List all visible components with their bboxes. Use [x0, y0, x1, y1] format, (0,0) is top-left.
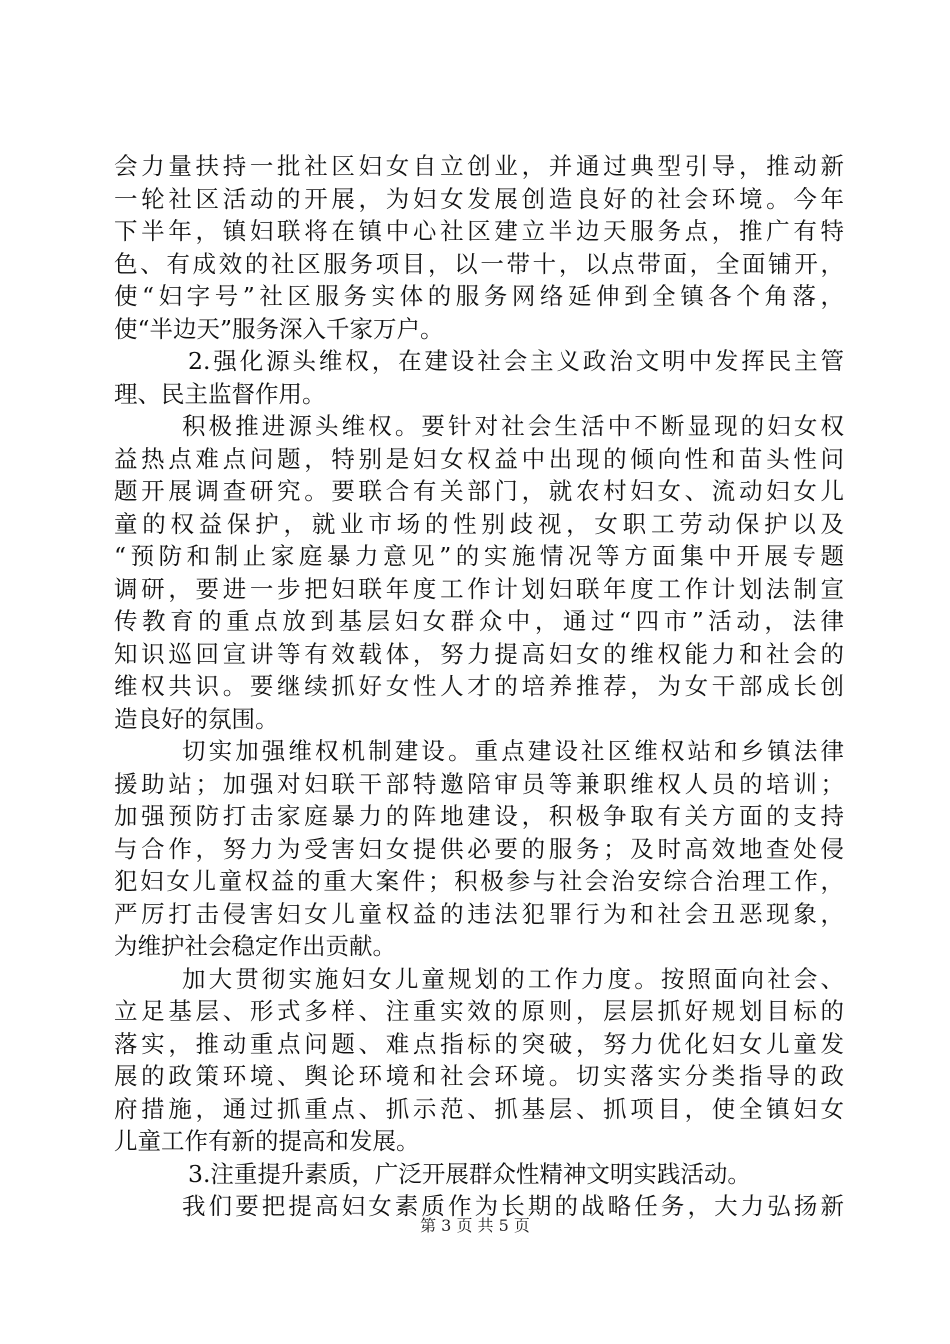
text-line: 题开展调查研究。要联合有关部门，就农村妇女、流动妇女儿	[114, 477, 844, 505]
text-line: 益热点难点问题，特别是妇女权益中出现的倾向性和苗头性问	[114, 444, 844, 473]
text-line: “预防和制止家庭暴力意见”的实施情况等方面集中开展专题	[114, 542, 844, 570]
text-line: 与合作，努力为受害妇女提供必要的服务；及时高效地查处侵	[114, 834, 844, 863]
text-line: 使“妇字号”社区服务实体的服务网络延伸到全镇各个角落，	[114, 282, 844, 310]
text-line: 立足基层、形式多样、注重实效的原则，层层抓好规划目标的	[114, 997, 844, 1025]
text-line: 下半年，镇妇联将在镇中心社区建立半边天服务点，推广有特	[114, 217, 844, 245]
text-line: 府措施，通过抓重点、抓示范、抓基层、抓项目，使全镇妇女	[114, 1094, 844, 1123]
text-line: 展的政策环境、舆论环境和社会环境。切实落实分类指导的政	[114, 1062, 844, 1090]
text-line: 援助站；加强对妇联干部特邀陪审员等兼职维权人员的培训；	[114, 769, 844, 798]
text-line: 维权共识。要继续抓好女性人才的培养推荐，为女干部成长创	[114, 672, 844, 700]
text-line: 使“半边天”服务深入千家万户。	[114, 314, 444, 343]
text-line: 知识巡回宣讲等有效载体，努力提高妇女的维权能力和社会的	[114, 639, 844, 668]
text-line: 传教育的重点放到基层妇女群众中，通过“四市”活动，法律	[114, 607, 844, 635]
page-footer: 第 3 页 共 5 页	[420, 1216, 530, 1235]
text-line: 积极推进源头维权。要针对社会生活中不断显现的妇女权	[182, 412, 844, 440]
text-line: 儿童工作有新的提高和发展。	[114, 1127, 420, 1155]
text-line: 加强预防打击家庭暴力的阵地建设，积极争取有关方面的支持	[114, 802, 844, 830]
text-line: 加大贯彻实施妇女儿童规划的工作力度。按照面向社会、	[182, 964, 844, 993]
section-heading-line: 2.强化源头维权，在建设社会主义政治文明中发挥民主管	[188, 347, 844, 375]
text-line: 会力量扶持一批社区妇女自立创业，并通过典型引导，推动新	[114, 152, 844, 180]
text-line: 理、民主监督作用。	[114, 379, 326, 408]
section-heading-line: 3.注重提升素质，广泛开展群众性精神文明实践活动。	[188, 1159, 751, 1188]
text-line: 落实，推动重点问题、难点指标的突破，努力优化妇女儿童发	[114, 1029, 844, 1058]
text-line: 切实加强维权机制建设。重点建设社区维权站和乡镇法律	[182, 737, 844, 765]
text-line: 调研，要进一步把妇联年度工作计划妇联年度工作计划法制宣	[114, 574, 844, 603]
text-line: 犯妇女儿童权益的重大案件；积极参与社会治安综合治理工作，	[114, 867, 844, 895]
document-body	[114, 150, 844, 1223]
text-line: 严厉打击侵害妇女儿童权益的违法犯罪行为和社会丑恶现象，	[114, 899, 844, 928]
text-line: 一轮社区活动的开展，为妇女发展创造良好的社会环境。今年	[114, 184, 844, 213]
text-line: 造良好的氛围。	[114, 704, 279, 733]
text-line: 为维护社会稳定作出贡献。	[114, 932, 396, 960]
text-line: 童的权益保护，就业市场的性别歧视，女职工劳动保护以及	[114, 509, 844, 538]
text-line: 色、有成效的社区服务项目，以一带十，以点带面，全面铺开，	[114, 249, 844, 278]
text-line: 我们要把提高妇女素质作为长期的战略任务，大力弘扬新	[182, 1192, 844, 1220]
